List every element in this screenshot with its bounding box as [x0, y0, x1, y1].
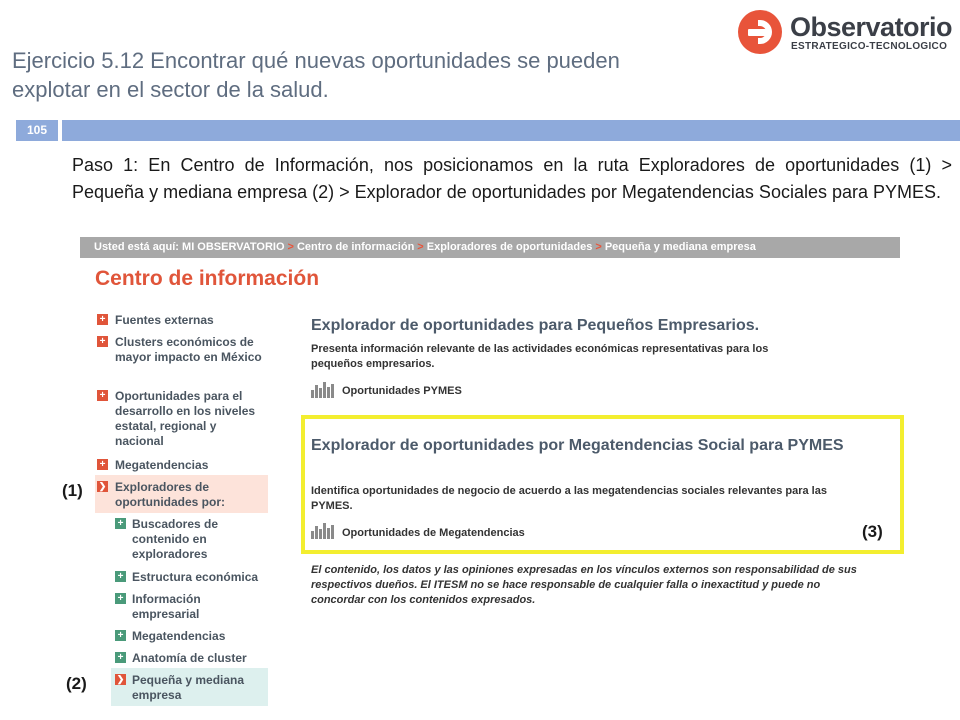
sidebar-subitem-estructura[interactable]: [115, 570, 282, 585]
plus-icon: +: [97, 314, 108, 325]
breadcrumb-separator: >: [595, 241, 602, 253]
plus-icon: +: [97, 336, 108, 347]
sidebar-item-label: Fuentes externas: [115, 313, 214, 327]
breadcrumb-separator: >: [287, 241, 294, 253]
link-oportunidades-megatendencias[interactable]: Oportunidades de Megatendencias: [342, 527, 525, 539]
plus-icon: +: [115, 518, 126, 529]
breadcrumb-link-mi-observatorio[interactable]: MI OBSERVATORIO: [182, 241, 285, 253]
sidebar-subitem-pyme[interactable]: [115, 673, 267, 703]
section-description: Presenta información relevante de las actividades económicas representativas para los pequeños empresarios.: [311, 343, 769, 370]
logo-subtitle: ESTRATEGICO-TECNOLOGICO: [791, 41, 948, 52]
plus-icon: +: [115, 652, 126, 663]
annotation-marker-3: (3): [862, 522, 883, 541]
slide-number: 105: [16, 120, 58, 141]
sidebar-item-megatendencias[interactable]: [97, 458, 285, 473]
breadcrumb-separator: >: [417, 241, 424, 253]
sidebar-subitem-megatendencias[interactable]: [115, 629, 282, 644]
chevron-right-icon: ❯: [98, 481, 107, 491]
sidebar-subitem-label: Anatomía de cluster: [132, 651, 247, 665]
sidebar-item-clusters[interactable]: [97, 335, 265, 365]
section-title-pequenos-empresarios[interactable]: Explorador de oportunidades para Pequeños Empresarios.: [311, 317, 760, 334]
sidebar-subitem-label: Pequeña y mediana empresa: [132, 673, 245, 702]
plus-icon: +: [115, 571, 126, 582]
breadcrumb-prefix: Usted está aquí:: [94, 241, 179, 253]
observatorio-logo: [738, 10, 953, 56]
sidebar-subitem-label: Estructura económica: [132, 570, 259, 584]
sidebar-subitem-anatomia[interactable]: [115, 651, 282, 666]
sidebar-item-label: Oportunidades para el desarrollo en los niveles estatal, regional y nacional: [115, 389, 256, 448]
sidebar-item-exploradores[interactable]: [97, 480, 265, 510]
breadcrumb-link-exploradores[interactable]: Exploradores de oportunidades: [426, 241, 593, 253]
section-title-megatendencias[interactable]: Explorador de oportunidades por Megatendencias Social para PYMES: [311, 437, 844, 454]
plus-icon: +: [115, 593, 126, 604]
sidebar-item-label: Exploradores de oportunidades por:: [115, 480, 225, 509]
annotation-marker-2: (2): [66, 674, 87, 693]
page-heading: Centro de información: [95, 267, 320, 290]
logo-name: Observatorio: [790, 12, 953, 42]
sidebar-subitem-label: Megatendencias: [132, 629, 226, 643]
link-oportunidades-pymes[interactable]: Oportunidades PYMES: [342, 385, 462, 397]
logo-mark-icon: [738, 10, 782, 54]
slide-divider-bar: [62, 120, 960, 141]
breadcrumb-current: Pequeña y mediana empresa: [604, 241, 756, 253]
disclaimer-text: El contenido, los datos y las opiniones expresadas en los vínculos externos son responsabilidad de sus respectivos dueños. El ITESM no se hace responsable de cualquier falla o inexactitud y puede no concordar con los contenidos expresados.: [311, 564, 857, 606]
sidebar-subitem-label: Información empresarial: [132, 592, 201, 621]
section-description: Identifica oportunidades de negocio de acuerdo a las megatendencias sociales relevantes para las PYMES.: [311, 485, 827, 512]
sidebar-item-label: Clusters económicos de mayor impacto en México: [115, 335, 262, 364]
sidebar-subitem-informacion[interactable]: [115, 592, 267, 622]
chart-bars-icon: [311, 380, 337, 398]
breadcrumb: [80, 237, 900, 258]
sidebar-subitem-buscadores[interactable]: [115, 517, 267, 562]
chevron-right-icon: ❯: [116, 674, 125, 684]
annotation-marker-1: (1): [62, 481, 83, 500]
sidebar-item-fuentes-externas[interactable]: [97, 313, 285, 328]
sidebar-subitem-label: Buscadores de contenido en exploradores: [132, 517, 219, 561]
plus-icon: +: [115, 630, 126, 641]
plus-icon: +: [97, 390, 108, 401]
instruction-text: Paso 1: En Centro de Información, nos posicionamos en la ruta Exploradores de oportunidades (1) > Pequeña y mediana empresa (2) > Explorador de oportunidades por Megatendencias Sociales para PYMES.: [72, 155, 952, 202]
slide-title: Ejercicio 5.12 Encontrar qué nuevas oportunidades se pueden explotar en el sector de la salud.: [12, 48, 620, 102]
breadcrumb-link-centro[interactable]: Centro de información: [296, 241, 415, 253]
sidebar-item-label: Megatendencias: [115, 458, 209, 472]
sidebar-item-oportunidades-desarrollo[interactable]: [97, 389, 265, 449]
plus-icon: +: [97, 459, 108, 470]
chart-bars-icon: [311, 521, 337, 539]
